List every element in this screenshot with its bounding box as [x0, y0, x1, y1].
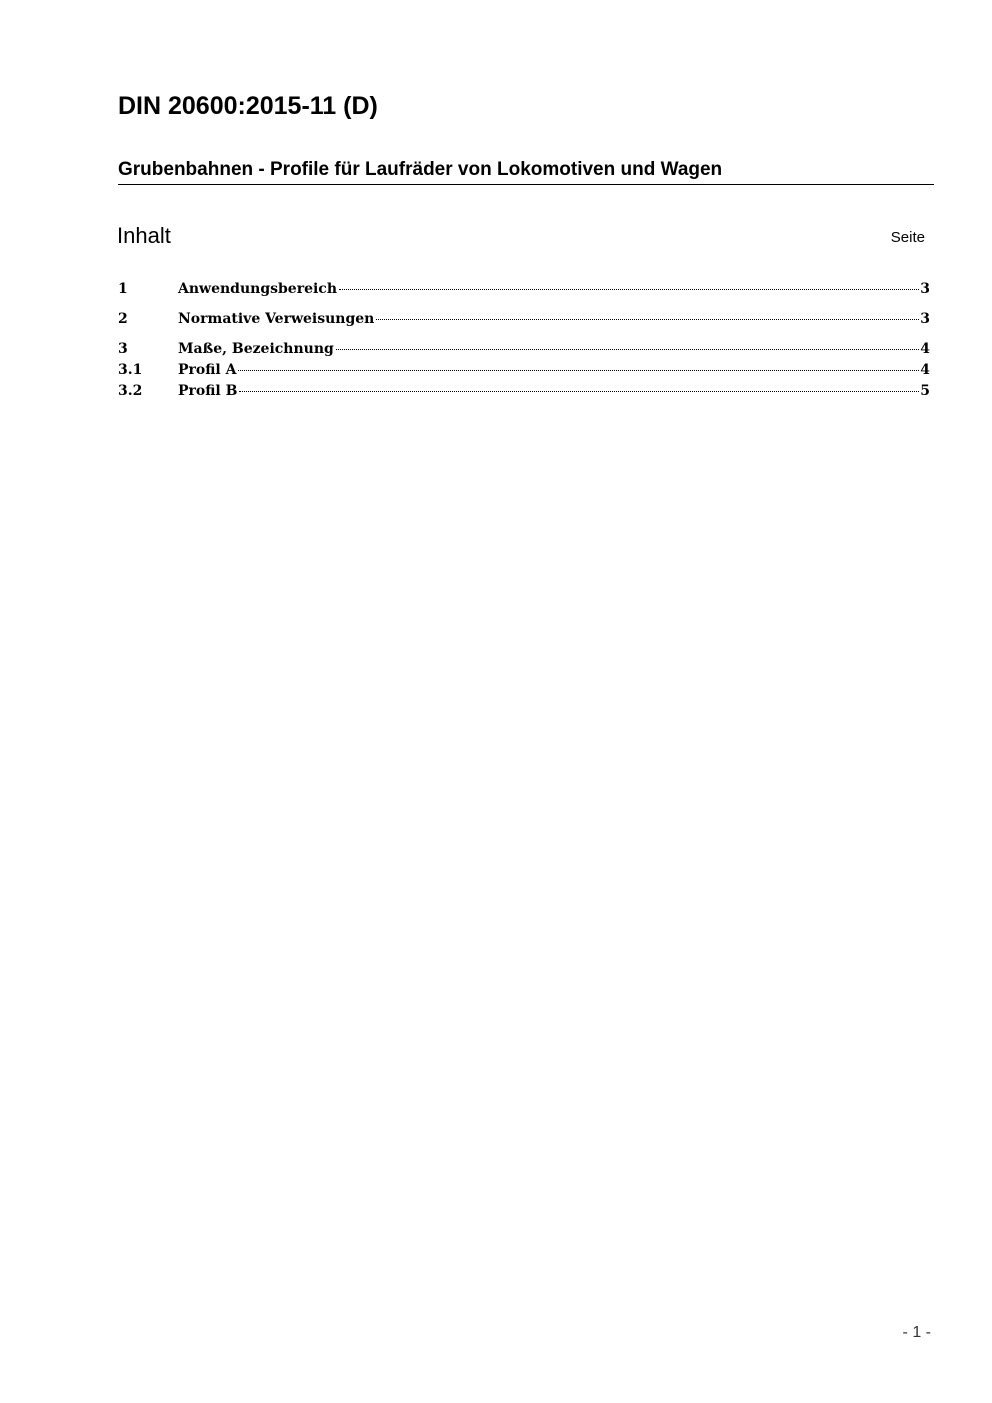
- toc-entry-number: 2: [118, 311, 128, 327]
- toc-entry-page: 4: [920, 341, 930, 357]
- toc-leader-dots: [376, 319, 919, 320]
- document-title: DIN 20600:2015-11 (D): [118, 92, 378, 120]
- toc-entry-3-2[interactable]: [118, 381, 930, 401]
- toc-entry-page: 3: [920, 281, 930, 297]
- toc-entry-title: Profil B: [178, 383, 238, 399]
- toc-entry-3-1[interactable]: [118, 360, 930, 380]
- toc-entry-title: Normative Verweisungen: [178, 311, 375, 327]
- toc-entry-number: 3.2: [118, 383, 143, 399]
- toc-entry-page: 5: [920, 383, 930, 399]
- toc-entry-title: Anwendungsbereich: [178, 281, 337, 297]
- toc-page-label: Seite: [890, 229, 925, 246]
- toc-leader-dots: [239, 391, 919, 392]
- toc-entry-1[interactable]: [118, 279, 930, 299]
- toc-entry-2[interactable]: [118, 309, 930, 329]
- page-number: - 1 -: [902, 1324, 931, 1341]
- toc-entry-page: 3: [920, 311, 930, 327]
- toc-entry-number: 1: [118, 281, 128, 297]
- toc-entry-title: Profil A: [178, 362, 237, 378]
- toc-leader-dots: [336, 349, 919, 350]
- document-subtitle: Grubenbahnen - Profile für Laufräder von Lokomotiven und Wagen: [118, 158, 934, 185]
- toc-leader-dots: [339, 289, 919, 290]
- toc-entry-title: Maße, Bezeichnung: [178, 341, 334, 357]
- toc-leader-dots: [238, 370, 919, 371]
- toc-entry-page: 4: [920, 362, 930, 378]
- toc-heading: Inhalt: [117, 223, 171, 248]
- toc-entry-number: 3.1: [118, 362, 143, 378]
- toc-entry-number: 3: [118, 341, 128, 357]
- toc-entry-3[interactable]: [118, 339, 930, 359]
